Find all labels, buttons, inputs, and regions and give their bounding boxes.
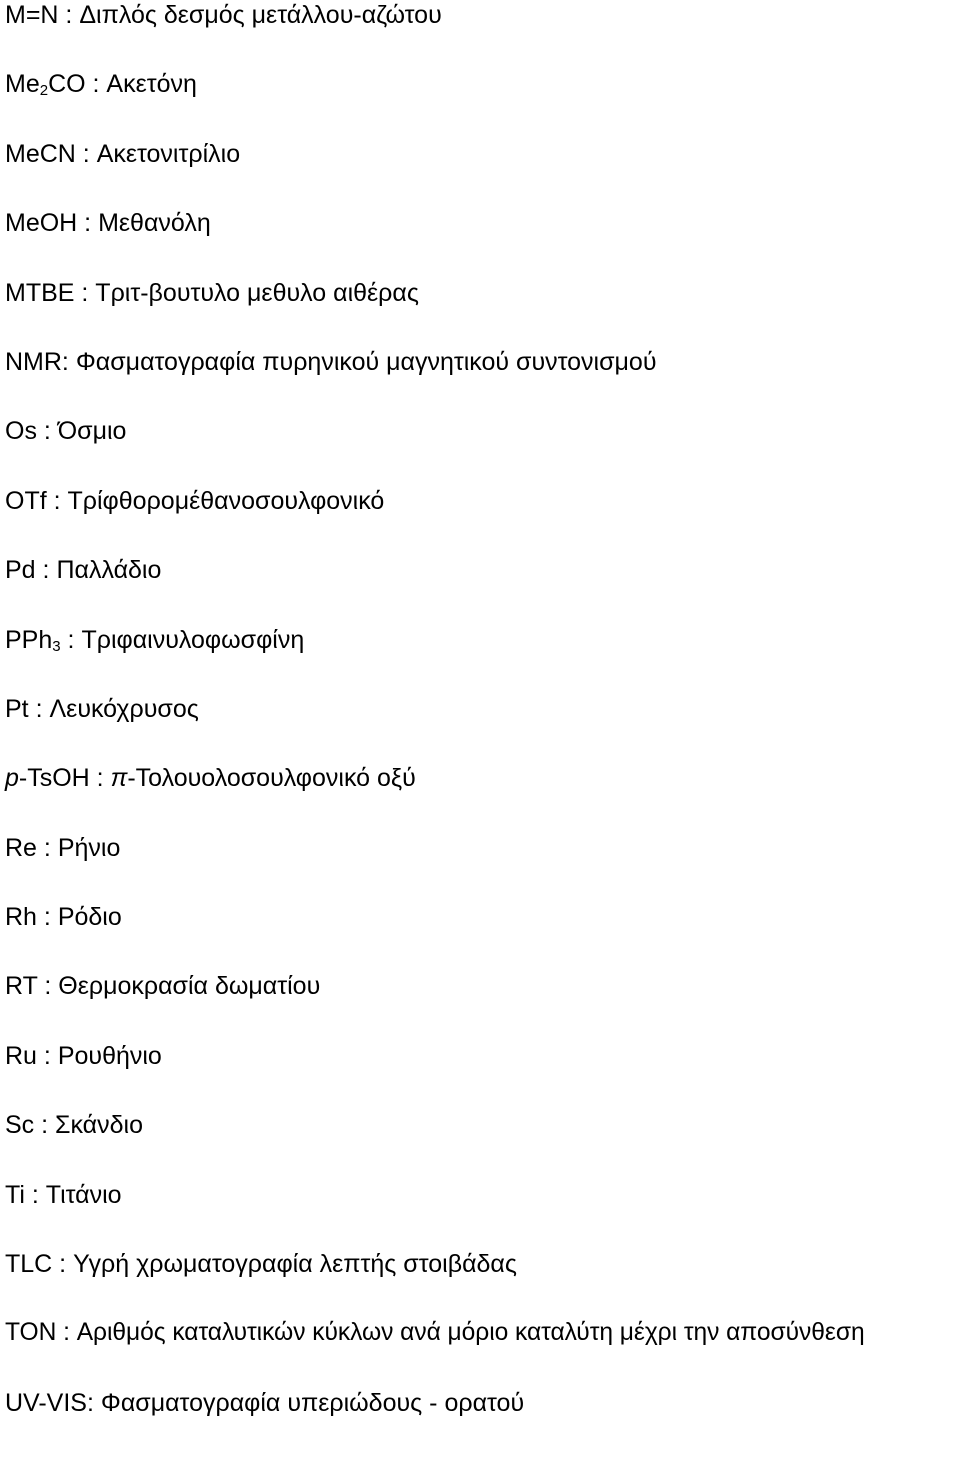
- abbreviation-part: Me: [5, 70, 40, 99]
- separator: :: [89, 764, 111, 793]
- definition: Όσμιο: [57, 417, 127, 446]
- definition: Ρουθήνιο: [57, 1041, 162, 1070]
- entry-mecn: [5, 139, 960, 208]
- subscript: 2: [39, 82, 49, 100]
- definition: Αριθμός καταλυτικών κύκλων ανά μόριο καταλύτη μέχρι την αποσύνθεση: [76, 1319, 865, 1347]
- entry-pd: [5, 555, 960, 624]
- definition: Ακετόνη: [106, 70, 197, 99]
- subscript: 3: [52, 637, 61, 655]
- entry-me2co: [5, 69, 960, 138]
- separator: [94, 1389, 101, 1417]
- abbreviation: Pd: [5, 556, 36, 585]
- abbreviation: [5, 626, 61, 654]
- abbreviation: Ru: [5, 1041, 37, 1070]
- abbreviation: UV-VIS:: [5, 1388, 94, 1417]
- abbreviation-part: PPh: [5, 625, 53, 654]
- definition: Ρήνιο: [57, 833, 121, 862]
- definition: Διπλός δεσμός μετάλλου-αζώτου: [79, 1, 442, 29]
- abbreviation: M=N: [5, 1, 59, 29]
- entry-otf: [5, 486, 960, 555]
- definition: Τιτάνιο: [45, 1180, 122, 1209]
- abbreviation: RT: [5, 972, 38, 1001]
- entry-rh: [5, 902, 960, 971]
- abbreviation: Pt: [5, 694, 29, 723]
- abbreviation: MTBE: [5, 278, 75, 307]
- entry-tlc: [5, 1249, 960, 1318]
- abbreviation: Sc: [5, 1111, 35, 1140]
- definition: Τριτ-βουτυλο μεθυλο αιθέρας: [95, 278, 419, 307]
- separator: :: [36, 417, 58, 446]
- abbreviation: OTf: [5, 486, 47, 515]
- entry-nmr: [5, 347, 960, 416]
- separator: :: [35, 556, 57, 585]
- separator: :: [24, 1180, 46, 1209]
- definition-part: π: [110, 764, 128, 793]
- definition-part: -Τολουολοσουλφονικό οξύ: [127, 764, 416, 793]
- entry-re: [5, 833, 960, 902]
- definition: Μεθανόλη: [98, 209, 211, 238]
- definition: Παλλάδιο: [56, 556, 162, 585]
- abbreviation: TON: [5, 1319, 57, 1347]
- abbreviation: Re: [5, 833, 37, 862]
- entry-os: [5, 416, 960, 485]
- abbreviation: Ti: [5, 1180, 25, 1209]
- abbreviation: MeCN: [5, 139, 76, 168]
- definition: Φασματογραφία πυρηνικού μαγνητικού συντονισμού: [75, 347, 657, 376]
- entry-pph3: [5, 625, 960, 694]
- separator: :: [37, 972, 59, 1001]
- abbreviation: TLC: [5, 1250, 53, 1279]
- entry-uv-vis: [5, 1388, 960, 1457]
- entry-p-tsoh: [5, 763, 960, 832]
- separator: :: [52, 1250, 74, 1279]
- entry-meoh: [5, 208, 960, 277]
- separator: :: [77, 209, 99, 238]
- definition: Ακετονιτρίλιο: [96, 139, 241, 168]
- definition: Σκάνδιο: [55, 1111, 144, 1140]
- definition: [111, 764, 416, 792]
- abbreviation-part: p: [5, 764, 19, 793]
- separator: :: [75, 139, 97, 168]
- separator: :: [28, 694, 50, 723]
- abbreviation: [5, 764, 90, 792]
- entry-ti: [5, 1180, 960, 1249]
- separator: [69, 348, 76, 376]
- separator: :: [36, 1041, 58, 1070]
- entry-m-n: [5, 0, 960, 69]
- definition: Φασματογραφία υπεριώδους - ορατού: [100, 1388, 525, 1417]
- definition: Ρόδιο: [57, 903, 122, 932]
- definition: Θερμοκρασία δωματίου: [58, 972, 321, 1001]
- definition: Υγρή χρωματογραφία λεπτής στοιβάδας: [73, 1250, 517, 1279]
- definition: Τριφαινυλοφωσφίνη: [81, 625, 305, 654]
- abbreviation: Os: [5, 417, 37, 446]
- separator: :: [36, 833, 58, 862]
- separator: :: [56, 1319, 77, 1347]
- entry-pt: [5, 694, 960, 763]
- entry-ton: [5, 1318, 960, 1387]
- entry-sc: [5, 1110, 960, 1179]
- abbreviation-part: -TsOH: [18, 764, 90, 793]
- separator: :: [74, 278, 96, 307]
- entry-mtbe: [5, 278, 960, 347]
- definition: Λευκόχρυσος: [49, 694, 199, 723]
- definition: Τρίφθορομέθανοσουλφονικό: [67, 486, 385, 515]
- separator: :: [58, 1, 80, 29]
- separator: :: [85, 70, 107, 99]
- abbreviation: [5, 70, 86, 98]
- abbreviation: MeOH: [5, 209, 78, 238]
- abbreviation-list: [5, 0, 960, 1457]
- separator: :: [34, 1111, 56, 1140]
- entry-rt: [5, 971, 960, 1040]
- separator: :: [36, 903, 58, 932]
- abbreviation: NMR:: [5, 347, 69, 376]
- abbreviation-part: CO: [48, 70, 86, 99]
- separator: :: [60, 625, 82, 654]
- entry-ru: [5, 1041, 960, 1110]
- separator: :: [46, 486, 68, 515]
- abbreviation: Rh: [5, 903, 37, 932]
